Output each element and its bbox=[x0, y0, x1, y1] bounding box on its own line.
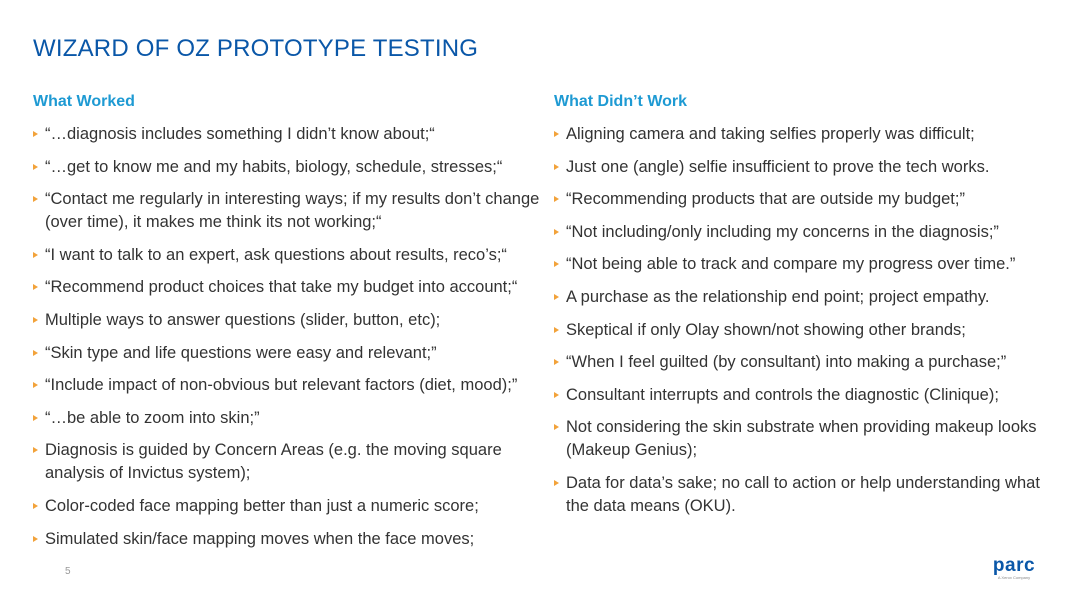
list-item-text: Multiple ways to answer questions (slider, button, etc); bbox=[45, 310, 441, 329]
list-item-text: “Not being able to track and compare my progress over time.” bbox=[566, 255, 1016, 274]
bullet-triangle-icon bbox=[33, 536, 38, 542]
bullet-triangle-icon bbox=[33, 503, 38, 509]
bullet-triangle-icon bbox=[554, 480, 559, 486]
list-item-text: A purchase as the relationship end point; project empathy. bbox=[566, 287, 990, 306]
logo-wordmark: parc bbox=[992, 555, 1036, 576]
list-item-text: Simulated skin/face mapping moves when the face moves; bbox=[45, 529, 475, 548]
list-item bbox=[554, 319, 1054, 342]
list-item bbox=[554, 156, 1054, 179]
list-item-text: “Recommending products that are outside my budget;” bbox=[566, 190, 965, 209]
what-didnt-work-list bbox=[554, 123, 1054, 518]
bullet-triangle-icon bbox=[554, 294, 559, 300]
parc-logo bbox=[990, 556, 1038, 581]
bullet-triangle-icon bbox=[33, 164, 38, 170]
list-item-text: Color-coded face mapping better than just a numeric score; bbox=[45, 496, 479, 515]
list-item-text: Consultant interrupts and controls the diagnostic (Clinique); bbox=[566, 385, 999, 404]
bullet-triangle-icon bbox=[33, 447, 38, 453]
list-item bbox=[554, 253, 1054, 276]
list-item bbox=[554, 416, 1054, 462]
list-item bbox=[33, 188, 543, 234]
list-item bbox=[33, 439, 543, 485]
list-item bbox=[33, 495, 543, 518]
list-item-text: Skeptical if only Olay shown/not showing other brands; bbox=[566, 320, 966, 339]
bullet-triangle-icon bbox=[33, 382, 38, 388]
list-item-text: “I want to talk to an expert, ask questions about results, reco’s;“ bbox=[45, 245, 507, 264]
list-item-text: “…diagnosis includes something I didn’t know about;“ bbox=[45, 125, 435, 143]
list-item bbox=[33, 244, 543, 267]
list-item bbox=[554, 188, 1054, 211]
list-item-text: “Not including/only including my concerns in the diagnosis;” bbox=[566, 222, 999, 241]
bullet-triangle-icon bbox=[33, 350, 38, 356]
list-item-text: Not considering the skin substrate when providing makeup looks (Makeup Genius); bbox=[566, 418, 1037, 460]
list-item bbox=[33, 156, 543, 179]
what-worked-heading: What Worked bbox=[33, 93, 135, 110]
list-item-text: “…get to know me and my habits, biology, schedule, stresses;“ bbox=[45, 157, 503, 176]
bullet-triangle-icon bbox=[554, 359, 559, 365]
list-item-text: “Skin type and life questions were easy and relevant;” bbox=[45, 343, 437, 362]
bullet-triangle-icon bbox=[554, 196, 559, 202]
bullet-triangle-icon bbox=[554, 229, 559, 235]
logo-tagline: A Xerox Company bbox=[997, 575, 1031, 580]
list-item-text: “When I feel guilted (by consultant) into making a purchase;” bbox=[566, 353, 1007, 372]
list-item bbox=[554, 123, 1054, 146]
bullet-triangle-icon bbox=[33, 131, 38, 137]
list-item bbox=[554, 221, 1054, 244]
what-worked-list bbox=[33, 123, 543, 551]
what-worked-column bbox=[33, 91, 543, 560]
list-item bbox=[554, 286, 1054, 309]
list-item bbox=[33, 276, 543, 299]
bullet-triangle-icon bbox=[554, 261, 559, 267]
list-item bbox=[554, 472, 1054, 518]
what-didnt-work-column bbox=[554, 91, 1054, 528]
bullet-triangle-icon bbox=[33, 415, 38, 421]
list-item-text: “Recommend product choices that take my budget into account;“ bbox=[45, 278, 518, 297]
list-item-text: “…be able to zoom into skin;” bbox=[45, 408, 260, 427]
list-item bbox=[33, 528, 543, 551]
slide-title: WIZARD OF OZ PROTOTYPE TESTING bbox=[33, 35, 479, 62]
bullet-triangle-icon bbox=[554, 392, 559, 398]
list-item bbox=[33, 374, 543, 397]
bullet-triangle-icon bbox=[554, 131, 559, 137]
list-item-text: Diagnosis is guided by Concern Areas (e.g. the moving square analysis of Invictus system); bbox=[45, 441, 502, 483]
list-item-text: “Contact me regularly in interesting ways; if my results don’t change (over time), it makes me think its not working;“ bbox=[45, 190, 540, 232]
list-item bbox=[33, 342, 543, 365]
bullet-triangle-icon bbox=[33, 252, 38, 258]
list-item bbox=[33, 123, 543, 146]
what-didnt-work-heading: What Didn’t Work bbox=[554, 93, 688, 110]
page-number: 5 bbox=[65, 566, 71, 577]
list-item-text: Data for data’s sake; no call to action or help understanding what the data means (OKU). bbox=[566, 473, 1040, 515]
list-item bbox=[33, 309, 543, 332]
bullet-triangle-icon bbox=[554, 164, 559, 170]
list-item-text: “Include impact of non-obvious but relevant factors (diet, mood);” bbox=[45, 376, 518, 395]
list-item bbox=[554, 384, 1054, 407]
list-item bbox=[554, 351, 1054, 374]
bullet-triangle-icon bbox=[554, 424, 559, 430]
bullet-triangle-icon bbox=[554, 327, 559, 333]
bullet-triangle-icon bbox=[33, 284, 38, 290]
bullet-triangle-icon bbox=[33, 196, 38, 202]
list-item-text: Aligning camera and taking selfies properly was difficult; bbox=[566, 125, 975, 143]
list-item-text: Just one (angle) selfie insufficient to prove the tech works. bbox=[566, 157, 990, 176]
bullet-triangle-icon bbox=[33, 317, 38, 323]
list-item bbox=[33, 407, 543, 430]
